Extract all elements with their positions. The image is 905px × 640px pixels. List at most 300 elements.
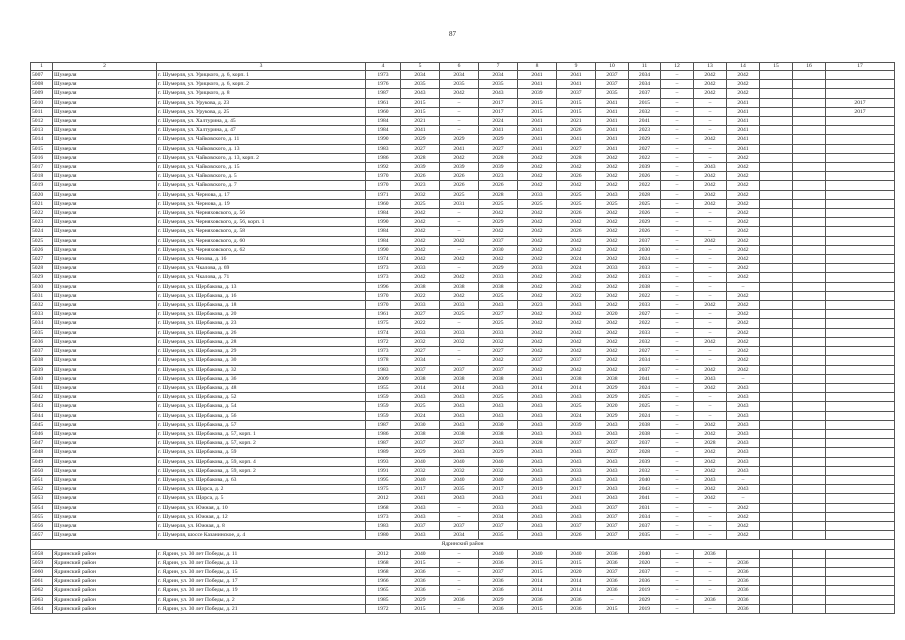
table-cell: 2042 — [727, 190, 760, 199]
section-title: Ядринский район — [31, 540, 895, 549]
table-cell: 2036 — [440, 595, 479, 604]
table-cell: 2023 — [518, 301, 557, 310]
table-row — [31, 558, 895, 567]
table-cell: Шумерля — [53, 107, 157, 116]
table-cell: 2040 — [629, 475, 661, 484]
table-cell — [760, 71, 793, 80]
column-number-row — [31, 63, 895, 71]
table-cell: – — [596, 595, 629, 604]
table-cell — [760, 227, 793, 236]
table-cell: 5039 — [31, 365, 53, 374]
table-cell: 2042 — [401, 245, 440, 254]
table-cell: – — [694, 604, 727, 613]
table-cell — [826, 319, 895, 328]
table-row — [31, 291, 895, 300]
table-cell: – — [661, 89, 694, 98]
table-cell: 2042 — [596, 172, 629, 181]
table-cell: 2043 — [727, 485, 760, 494]
table-cell: 1961 — [366, 98, 401, 107]
table-cell: г. Шумерля, ул. Щербакова, д. 59 — [157, 448, 366, 457]
table-cell: 2042 — [518, 172, 557, 181]
table-row — [31, 595, 895, 604]
table-cell — [793, 347, 826, 356]
table-cell: 2029 — [479, 135, 518, 144]
table-cell: 2036 — [557, 604, 596, 613]
table-cell: г. Ядрин, ул. 30 лет Победы, д. 19 — [157, 586, 366, 595]
table-row — [31, 393, 895, 402]
table-cell: – — [694, 245, 727, 254]
table-cell: 2015 — [518, 604, 557, 613]
table-cell: 2038 — [401, 429, 440, 438]
table-cell — [826, 402, 895, 411]
table-cell: – — [661, 107, 694, 116]
table-cell — [826, 245, 895, 254]
table-cell: 5056 — [31, 521, 53, 530]
table-cell — [826, 80, 895, 89]
table-cell: 2030 — [479, 245, 518, 254]
table-cell — [760, 319, 793, 328]
table-cell — [826, 227, 895, 236]
table-cell: г. Шумерля, ул. Щербакова, д. 20 — [157, 310, 366, 319]
table-cell: 1972 — [366, 337, 401, 346]
table-cell: 2027 — [401, 310, 440, 319]
table-cell: – — [661, 227, 694, 236]
table-cell: 2036 — [727, 567, 760, 576]
table-cell: 2014 — [557, 586, 596, 595]
table-cell: 2037 — [596, 521, 629, 530]
table-cell: 2015 — [518, 98, 557, 107]
table-cell — [760, 402, 793, 411]
table-cell: 1987 — [366, 439, 401, 448]
table-cell: 2015 — [557, 107, 596, 116]
table-cell: 2036 — [727, 595, 760, 604]
table-cell: Шумерля — [53, 172, 157, 181]
table-cell: 2042 — [727, 89, 760, 98]
table-cell: Шумерля — [53, 365, 157, 374]
table-cell: г. Шумерля, ул. Южная, д. 8 — [157, 521, 366, 530]
table-cell — [793, 429, 826, 438]
table-cell: – — [440, 549, 479, 558]
table-cell: 1973 — [366, 347, 401, 356]
table-cell: 2042 — [596, 245, 629, 254]
table-cell: 2043 — [727, 457, 760, 466]
column-number: 6 — [440, 63, 479, 71]
table-cell: 2043 — [518, 512, 557, 521]
table-cell: 2026 — [557, 227, 596, 236]
table-cell: Шумерля — [53, 310, 157, 319]
table-cell: 5045 — [31, 420, 53, 429]
table-row — [31, 521, 895, 530]
table-cell — [727, 549, 760, 558]
table-cell: 2025 — [479, 291, 518, 300]
table-cell: 2025 — [557, 199, 596, 208]
table-cell: 2042 — [727, 245, 760, 254]
table-cell — [760, 365, 793, 374]
table-cell: 2037 — [557, 521, 596, 530]
table-cell: – — [694, 282, 727, 291]
table-cell: Шумерля — [53, 153, 157, 162]
table-cell: 2042 — [440, 291, 479, 300]
table-cell: – — [661, 98, 694, 107]
table-cell — [793, 503, 826, 512]
table-cell: 1992 — [366, 163, 401, 172]
table-cell: 2042 — [596, 291, 629, 300]
table-cell — [793, 126, 826, 135]
table-cell: 2038 — [479, 374, 518, 383]
table-cell: г. Шумерля, ул. Халтурина, д. 47 — [157, 126, 366, 135]
table-row — [31, 475, 895, 484]
table-cell — [826, 595, 895, 604]
table-cell: 2043 — [694, 163, 727, 172]
table-cell: 2009 — [366, 374, 401, 383]
table-cell: 2043 — [694, 374, 727, 383]
table-cell: 1987 — [366, 89, 401, 98]
table-cell: г. Шумерля, ул. Щербакова, д. 57, корп. 1 — [157, 429, 366, 438]
table-cell: 2029 — [401, 595, 440, 604]
table-cell — [826, 291, 895, 300]
table-cell — [760, 107, 793, 116]
table-cell: 2036 — [727, 577, 760, 586]
table-cell — [760, 475, 793, 484]
table-row — [31, 549, 895, 558]
table-cell: Шумерля — [53, 144, 157, 153]
table-cell — [826, 521, 895, 530]
table-cell: 2015 — [557, 558, 596, 567]
table-cell: – — [661, 126, 694, 135]
table-cell — [760, 457, 793, 466]
table-cell: 2033 — [479, 503, 518, 512]
table-cell: 2036 — [557, 595, 596, 604]
table-cell: Шумерля — [53, 439, 157, 448]
table-cell — [826, 567, 895, 576]
table-cell: 2042 — [694, 135, 727, 144]
table-row — [31, 135, 895, 144]
table-cell: 2042 — [596, 218, 629, 227]
table-cell: – — [661, 273, 694, 282]
table-cell: 2012 — [366, 549, 401, 558]
table-cell: 2043 — [401, 89, 440, 98]
table-cell: – — [661, 383, 694, 392]
table-cell: 2042 — [557, 319, 596, 328]
table-cell: 2042 — [557, 365, 596, 374]
table-cell: 2027 — [629, 347, 661, 356]
table-cell — [760, 466, 793, 475]
table-cell: 1996 — [366, 282, 401, 291]
table-cell: 2023 — [401, 181, 440, 190]
table-cell: 2042 — [596, 153, 629, 162]
table-cell: 2043 — [479, 383, 518, 392]
table-cell: – — [661, 199, 694, 208]
table-cell: – — [694, 402, 727, 411]
table-cell: 2042 — [518, 319, 557, 328]
table-cell: 2042 — [694, 172, 727, 181]
table-cell: 2042 — [557, 236, 596, 245]
table-cell: 1971 — [366, 190, 401, 199]
table-cell: Шумерля — [53, 80, 157, 89]
table-cell — [793, 172, 826, 181]
table-cell — [793, 475, 826, 484]
table-cell: 2025 — [596, 199, 629, 208]
table-cell: 5057 — [31, 531, 53, 540]
table-cell: Шумерля — [53, 521, 157, 530]
table-cell: Шумерля — [53, 199, 157, 208]
table-cell: 2035 — [440, 80, 479, 89]
table-cell: Шумерля — [53, 255, 157, 264]
table-cell: 2037 — [596, 71, 629, 80]
table-cell: 2042 — [596, 273, 629, 282]
table-cell: – — [661, 328, 694, 337]
table-cell — [826, 466, 895, 475]
table-cell — [760, 291, 793, 300]
table-cell: 1984 — [366, 236, 401, 245]
table-cell: 2042 — [479, 209, 518, 218]
table-cell: 1970 — [366, 172, 401, 181]
table-cell: 2043 — [727, 429, 760, 438]
table-cell: 2036 — [694, 549, 727, 558]
table-cell — [793, 153, 826, 162]
table-cell — [760, 420, 793, 429]
table-cell — [760, 512, 793, 521]
table-cell: 2042 — [727, 236, 760, 245]
table-cell: 2014 — [440, 383, 479, 392]
table-cell — [760, 80, 793, 89]
table-cell: 5055 — [31, 512, 53, 521]
table-cell: 2034 — [629, 512, 661, 521]
table-cell: 2043 — [518, 503, 557, 512]
table-row — [31, 567, 895, 576]
table-cell: 2025 — [401, 199, 440, 208]
table-cell: 2020 — [629, 558, 661, 567]
table-cell: 2029 — [479, 264, 518, 273]
table-cell: 2028 — [629, 190, 661, 199]
table-row — [31, 448, 895, 457]
table-cell: 2026 — [479, 181, 518, 190]
table-cell: 5029 — [31, 273, 53, 282]
table-cell: 2042 — [596, 227, 629, 236]
table-cell: Шумерля — [53, 190, 157, 199]
table-cell: 1978 — [366, 356, 401, 365]
table-cell: 2027 — [557, 144, 596, 153]
column-number: 1 — [31, 63, 53, 71]
table-cell — [760, 310, 793, 319]
table-cell: – — [694, 117, 727, 126]
table-cell: 2042 — [557, 218, 596, 227]
table-cell: Шумерля — [53, 402, 157, 411]
table-cell: 2042 — [557, 282, 596, 291]
table-cell: 2042 — [518, 337, 557, 346]
table-cell: 2027 — [629, 310, 661, 319]
table-cell: 2020 — [596, 402, 629, 411]
table-cell: 2043 — [518, 402, 557, 411]
table-cell: 2020 — [557, 567, 596, 576]
table-cell — [760, 245, 793, 254]
table-cell: 2025 — [629, 393, 661, 402]
table-cell: 1993 — [366, 457, 401, 466]
table-cell: 2029 — [629, 595, 661, 604]
table-cell: 2041 — [727, 126, 760, 135]
table-cell — [760, 494, 793, 503]
table-cell: 2022 — [401, 319, 440, 328]
table-cell: – — [661, 319, 694, 328]
table-cell: 2035 — [629, 531, 661, 540]
table-cell: Шумерля — [53, 347, 157, 356]
table-cell: – — [661, 558, 694, 567]
table-cell: 2025 — [440, 310, 479, 319]
table-cell: – — [694, 98, 727, 107]
table-cell: 2042 — [557, 273, 596, 282]
table-cell: 2033 — [401, 264, 440, 273]
table-cell: 2042 — [596, 365, 629, 374]
table-cell: 2036 — [596, 558, 629, 567]
table-cell: г. Шумерля, ул. Чернова, д. 19 — [157, 199, 366, 208]
table-cell: 1960 — [366, 199, 401, 208]
table-cell: 5009 — [31, 89, 53, 98]
table-cell: – — [661, 218, 694, 227]
table-cell: – — [661, 153, 694, 162]
table-cell: 2041 — [518, 374, 557, 383]
table-cell: – — [694, 531, 727, 540]
table-cell: – — [661, 475, 694, 484]
table-cell: 2022 — [629, 181, 661, 190]
table-cell: 2015 — [401, 98, 440, 107]
table-row — [31, 264, 895, 273]
table-cell: г. Шумерля, ул. Щербакова, д. 28 — [157, 337, 366, 346]
table-cell — [793, 365, 826, 374]
table-cell: 2042 — [596, 347, 629, 356]
table-cell: 2027 — [401, 144, 440, 153]
table-cell: 2036 — [596, 577, 629, 586]
table-row — [31, 374, 895, 383]
table-cell: 2025 — [629, 402, 661, 411]
table-cell: 1990 — [366, 218, 401, 227]
table-cell: 1980 — [366, 531, 401, 540]
table-cell: 1975 — [366, 485, 401, 494]
table-cell: 2022 — [629, 319, 661, 328]
table-cell: 5047 — [31, 439, 53, 448]
table-cell — [826, 117, 895, 126]
table-cell — [826, 393, 895, 402]
table-cell: 2042 — [727, 172, 760, 181]
table-cell: – — [661, 71, 694, 80]
table-cell: 2042 — [479, 356, 518, 365]
table-cell: 2041 — [596, 117, 629, 126]
table-row — [31, 531, 895, 540]
table-cell: – — [661, 310, 694, 319]
table-cell: 2037 — [596, 567, 629, 576]
table-cell: 5053 — [31, 494, 53, 503]
table-cell: 2042 — [727, 291, 760, 300]
table-cell: – — [440, 586, 479, 595]
table-cell: 2039 — [479, 163, 518, 172]
table-cell: 2043 — [727, 402, 760, 411]
table-cell: 1973 — [366, 273, 401, 282]
table-row — [31, 604, 895, 613]
table-row — [31, 411, 895, 420]
table-cell: 2036 — [401, 577, 440, 586]
table-cell: 2043 — [596, 190, 629, 199]
table-cell: г. Шумерля, ул. Южная, д. 12 — [157, 512, 366, 521]
table-cell: 2042 — [596, 163, 629, 172]
table-cell: 2041 — [557, 494, 596, 503]
table-cell — [793, 291, 826, 300]
table-cell: 2036 — [479, 558, 518, 567]
table-cell: 2033 — [629, 264, 661, 273]
table-cell — [793, 558, 826, 567]
table-cell: – — [440, 126, 479, 135]
table-cell: – — [440, 245, 479, 254]
table-cell: 2026 — [557, 172, 596, 181]
table-cell: 2042 — [694, 485, 727, 494]
table-cell: 2042 — [557, 328, 596, 337]
table-cell: 2028 — [479, 190, 518, 199]
table-cell: – — [661, 172, 694, 181]
table-cell: 2028 — [557, 153, 596, 162]
table-cell — [793, 264, 826, 273]
table-cell — [760, 448, 793, 457]
table-cell: – — [661, 549, 694, 558]
table-cell: 2042 — [518, 153, 557, 162]
table-cell: г. Шумерля, ул. Щербакова, д. 59, корп. 4 — [157, 457, 366, 466]
table-cell: 1983 — [366, 365, 401, 374]
table-cell: – — [694, 393, 727, 402]
table-cell: 2043 — [401, 531, 440, 540]
table-cell: 2039 — [629, 457, 661, 466]
table-cell — [826, 199, 895, 208]
table-cell: 5012 — [31, 117, 53, 126]
table-cell: – — [440, 503, 479, 512]
table-cell: г. Шумерля, ул. Щербакова, д. 30 — [157, 356, 366, 365]
table-cell: – — [661, 439, 694, 448]
table-row — [31, 485, 895, 494]
table-cell: 2043 — [518, 531, 557, 540]
table-cell — [760, 567, 793, 576]
table-cell — [760, 135, 793, 144]
table-cell: г. Шумерля, ул. Черняховского, д. 58 — [157, 227, 366, 236]
table-cell: 1984 — [366, 126, 401, 135]
table-cell — [793, 144, 826, 153]
table-row — [31, 107, 895, 116]
table-cell: Шумерля — [53, 429, 157, 438]
table-cell — [826, 439, 895, 448]
table-cell: 5018 — [31, 172, 53, 181]
table-cell: 2036 — [596, 549, 629, 558]
table-cell: 2043 — [557, 503, 596, 512]
table-cell: 2015 — [596, 604, 629, 613]
table-cell — [760, 301, 793, 310]
table-cell: 2043 — [727, 466, 760, 475]
table-cell: г. Шумерля, ул. Чехова, д. 16 — [157, 255, 366, 264]
table-cell: 2024 — [629, 383, 661, 392]
table-cell: 2037 — [596, 80, 629, 89]
table-cell: 2038 — [401, 374, 440, 383]
table-cell: 2042 — [401, 236, 440, 245]
table-cell: 1968 — [366, 503, 401, 512]
table-cell: 2027 — [479, 310, 518, 319]
table-cell: 2042 — [727, 255, 760, 264]
table-cell: 5016 — [31, 153, 53, 162]
table-cell: 2025 — [440, 190, 479, 199]
table-cell: 1986 — [366, 429, 401, 438]
table-cell — [793, 218, 826, 227]
table-cell: 2043 — [401, 512, 440, 521]
table-cell: 2032 — [401, 466, 440, 475]
table-cell: 2029 — [479, 218, 518, 227]
table-cell: 2043 — [596, 457, 629, 466]
table-cell: 2042 — [596, 337, 629, 346]
table-cell: Шумерля — [53, 475, 157, 484]
table-cell — [826, 485, 895, 494]
table-cell: 1989 — [366, 448, 401, 457]
